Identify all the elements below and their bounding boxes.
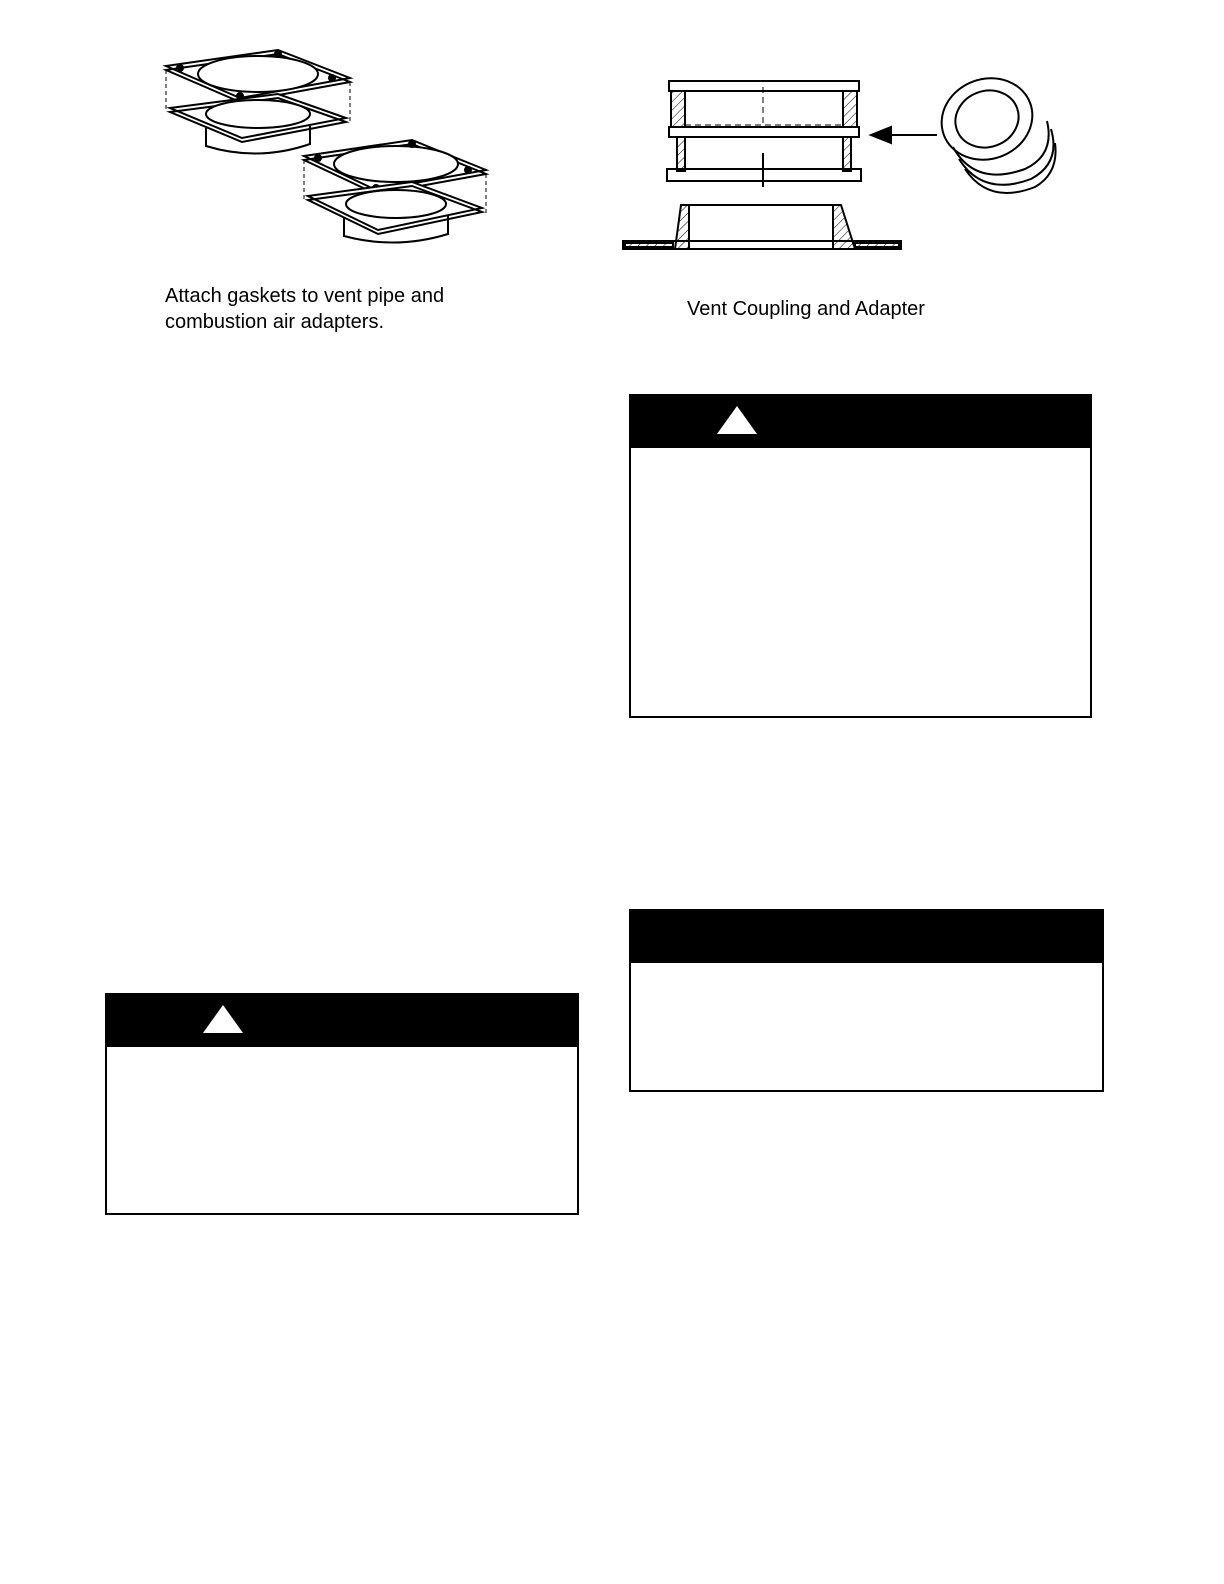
warning-box xyxy=(105,993,579,1215)
warning-box-header xyxy=(107,995,577,1047)
caption-line: combustion air adapters. xyxy=(165,311,385,333)
warning-triangle-icon xyxy=(717,406,757,434)
caption-line: Attach gaskets to vent pipe and xyxy=(165,285,445,307)
warning-triangle-icon xyxy=(203,1005,243,1033)
notice-box-header xyxy=(631,911,1102,963)
warning-box-header xyxy=(631,396,1090,448)
gasket-figure-caption xyxy=(165,283,444,335)
notice-box xyxy=(629,909,1104,1092)
warning-box xyxy=(629,394,1092,718)
caption-text: Vent Coupling and Adapter xyxy=(687,298,925,320)
vent-coupling-adapter-illustration xyxy=(615,65,1065,260)
coupling-figure-caption xyxy=(687,296,925,322)
gasket-adapter-illustration xyxy=(150,40,510,260)
